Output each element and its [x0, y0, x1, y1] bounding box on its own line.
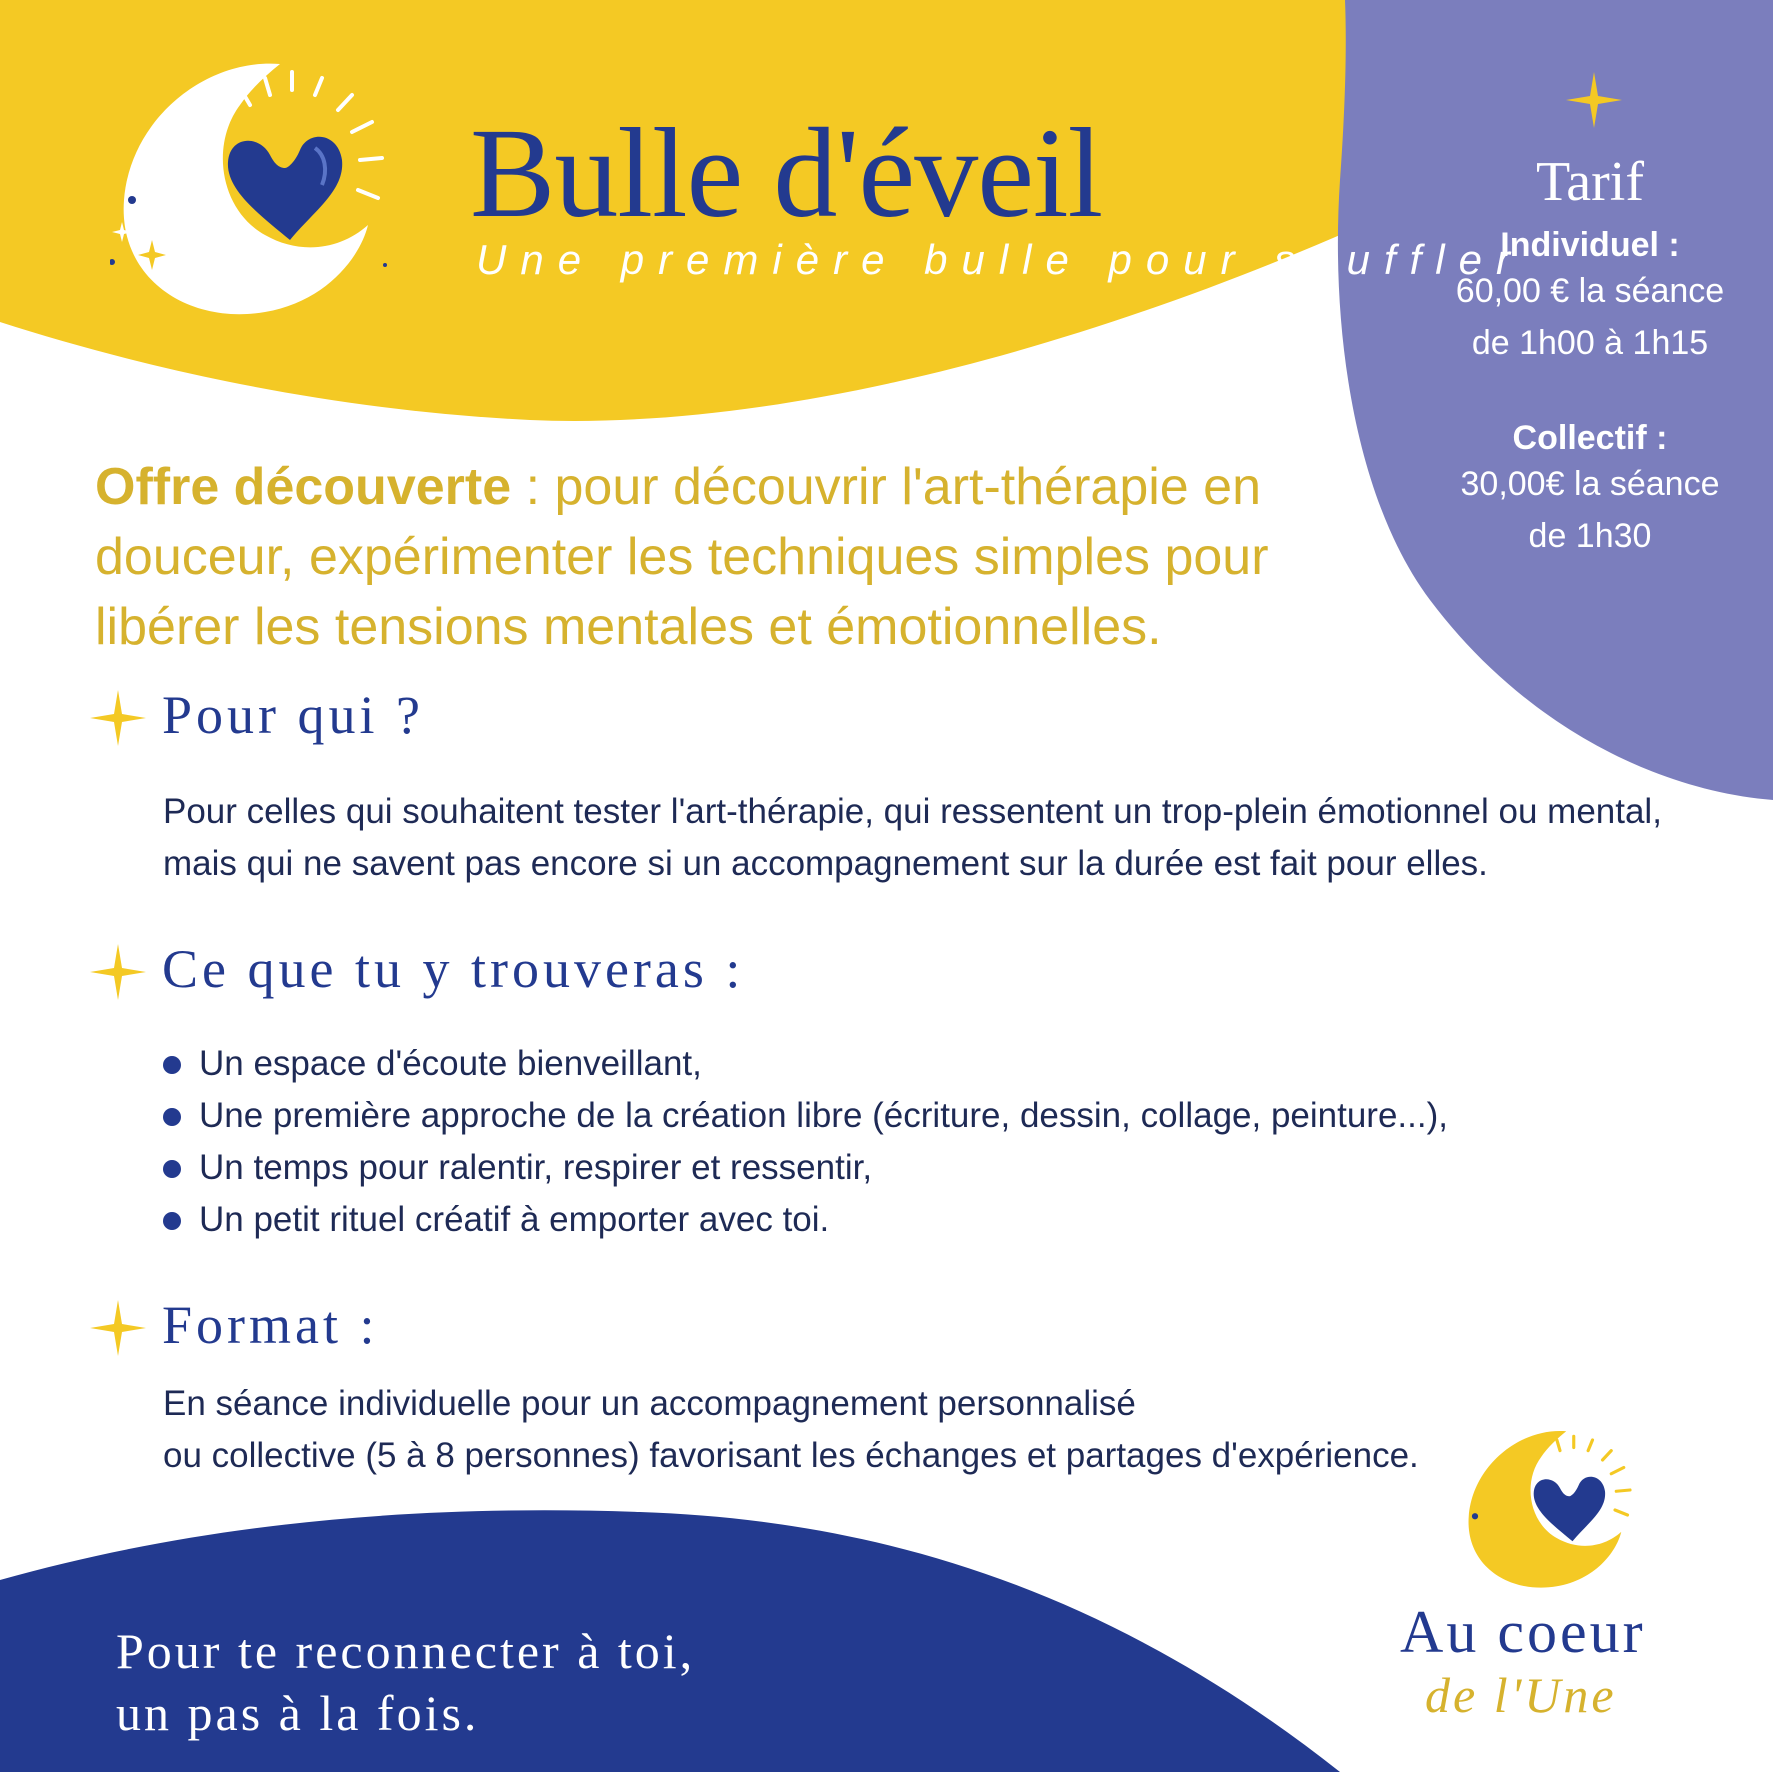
pour-qui-line-2: mais qui ne savent pas encore si un accompagnement sur la durée est fait pour elles. — [163, 844, 1488, 883]
brand-name-line-1: Au coeur — [1400, 1599, 1646, 1665]
tarif-collectif-price: 30,00€ la séance — [1460, 465, 1720, 503]
bullet-dot-icon — [163, 1108, 181, 1126]
offer-text: : pour découvrir l'art-thérapie en douceur, expérimenter les techniques simples pour libérer les tensions mentales et émotionnelles. — [95, 458, 1269, 656]
bullet-dot-icon — [163, 1056, 181, 1074]
tarif-individuel-duration: de 1h00 à 1h15 — [1471, 324, 1709, 362]
tarif-collectif-duration: de 1h30 — [1528, 517, 1652, 555]
tarif-individuel-price: 60,00 € la séance — [1455, 272, 1725, 310]
list-item: Un espace d'écoute bienveillant, — [163, 1038, 1448, 1090]
sparkle-star-icon — [90, 944, 146, 1000]
trouveras-list — [163, 1038, 1448, 1246]
footer-tagline — [116, 1620, 695, 1744]
bullet-dot-icon — [163, 1160, 181, 1178]
section-heading-pour-qui: Pour qui ? — [162, 685, 424, 745]
bullet-dot-icon — [163, 1212, 181, 1230]
list-item: Un petit rituel créatif à emporter avec toi. — [163, 1194, 1448, 1246]
tarif-individuel-label: Individuel : — [1500, 226, 1680, 264]
pour-qui-line-1: Pour celles qui souhaitent tester l'art-thérapie, qui ressentent un trop-plein émotionnel ou mental, — [163, 792, 1662, 831]
tarif-collectif-label: Collectif : — [1512, 419, 1668, 457]
tagline-line-2: un pas à la fois. — [116, 1685, 480, 1741]
page-title: Bulle d'éveil — [470, 102, 1103, 244]
moon-heart-icon — [110, 50, 430, 330]
sparkle-star-icon — [90, 690, 146, 746]
offer-paragraph — [95, 452, 1285, 662]
offer-lead: Offre découverte — [95, 458, 512, 516]
page-subtitle: Une première bulle pour souffler — [476, 236, 1524, 283]
format-line-1: En séance individuelle pour un accompagnement personnalisé — [163, 1384, 1136, 1423]
tarif-title: Tarif — [1535, 151, 1644, 213]
tagline-line-1: Pour te reconnecter à toi, — [116, 1623, 696, 1679]
tarif-box — [1380, 150, 1773, 562]
list-item: Une première approche de la création libre (écriture, dessin, collage, peinture...), — [163, 1090, 1448, 1142]
format-line-2: ou collective (5 à 8 personnes) favorisant les échanges et partages d'expérience. — [163, 1436, 1419, 1475]
section-heading-format: Format : — [162, 1295, 379, 1355]
section-heading-trouveras: Ce que tu y trouveras : — [162, 939, 745, 999]
sparkle-star-icon — [1566, 72, 1622, 128]
sparkle-star-icon — [90, 1300, 146, 1356]
moon-heart-logo-icon — [1460, 1420, 1660, 1600]
brand-name-line-2: de l'Une — [1425, 1667, 1617, 1723]
list-item: Un temps pour ralentir, respirer et ressentir, — [163, 1142, 1448, 1194]
